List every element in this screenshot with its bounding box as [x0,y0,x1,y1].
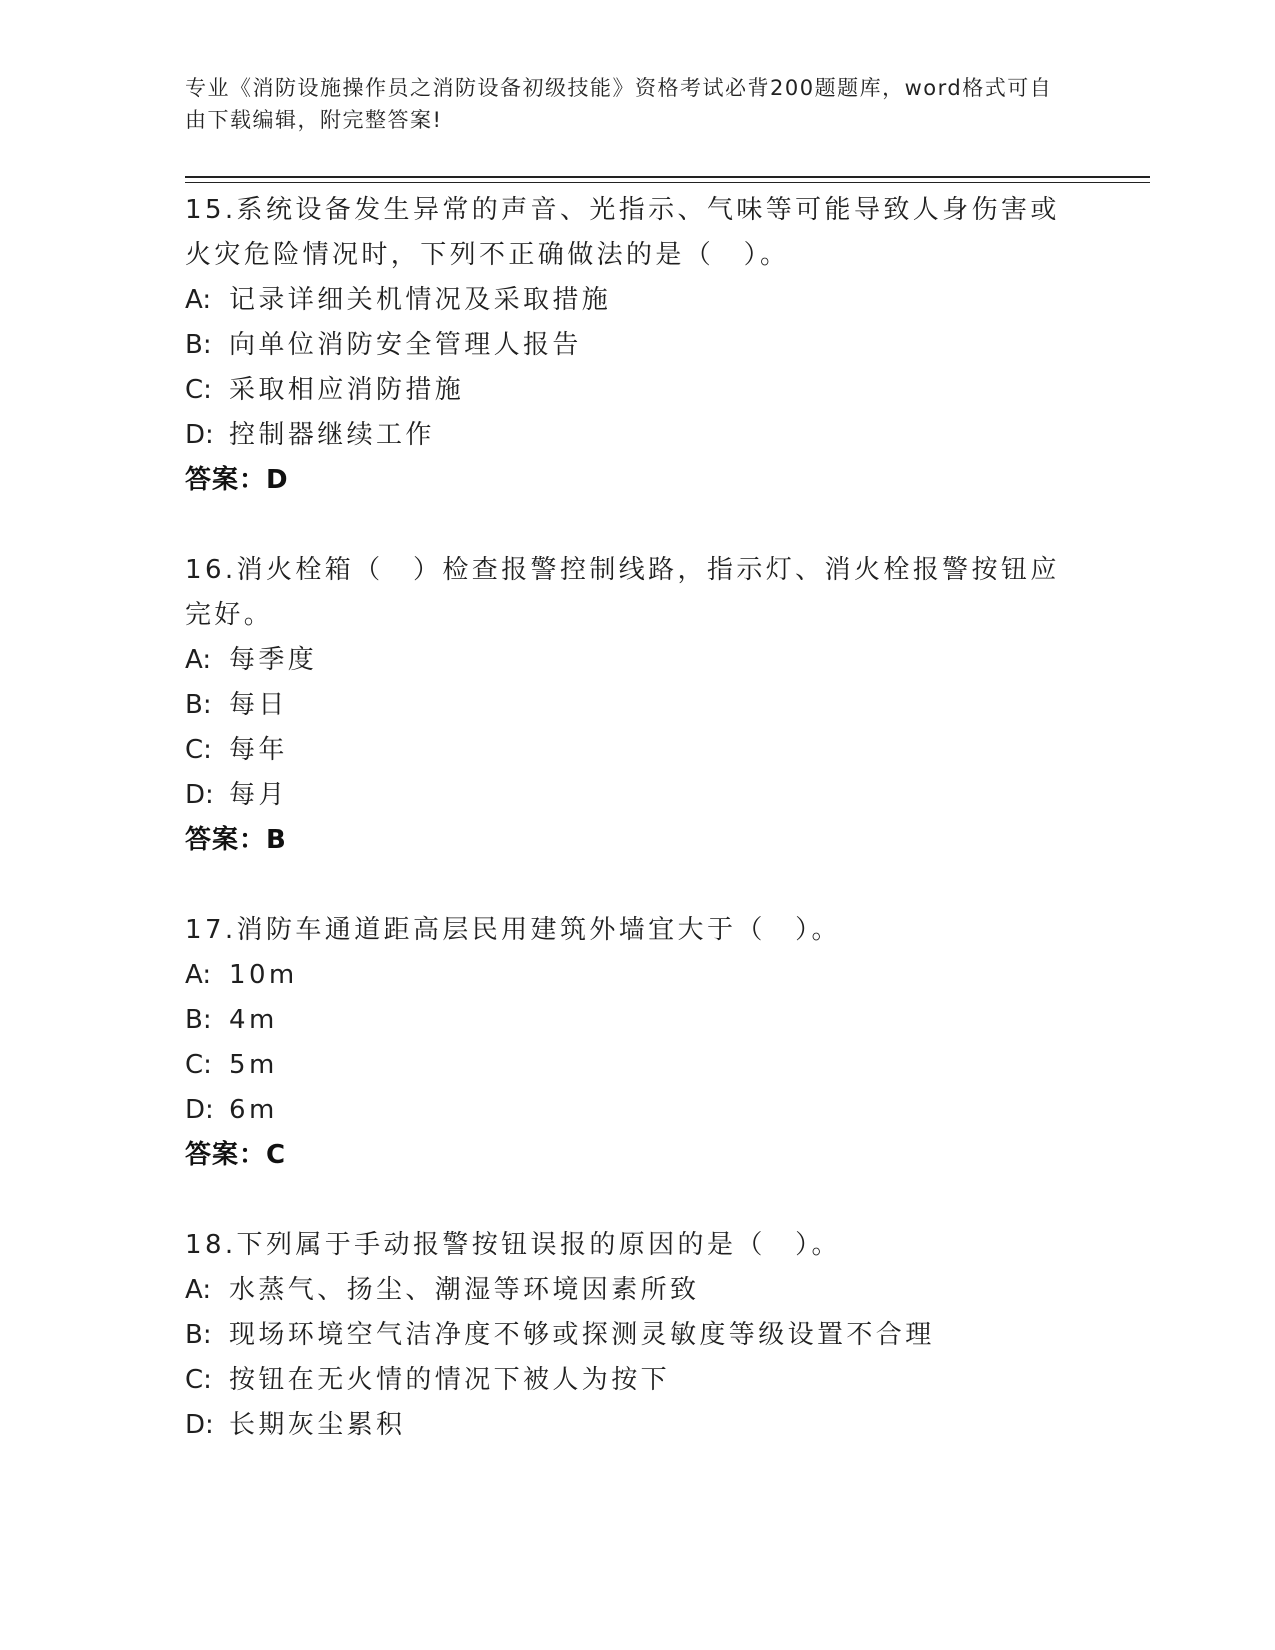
option-text: 每日 [229,690,288,720]
option-d [185,773,1085,818]
option-text: 记录详细关机情况及采取措施 [229,285,612,315]
option-text: 5m [229,1050,278,1080]
option-a [185,278,1085,323]
option-letter: C: [185,1365,212,1395]
option-text: 每季度 [229,645,318,675]
option-letter: B: [185,1320,212,1350]
question-stem: 15.系统设备发生异常的声音、光指示、气味等可能导致人身伤害或火灾危险情况时，下列不正确做法的是（ ）。 [185,195,1060,270]
option-letter: D: [185,780,214,810]
option-letter: A: [185,645,212,675]
option-letter: C: [185,735,212,765]
option-text: 10m [229,960,298,990]
answer-line: 答案：C [185,1140,287,1170]
answer-line: 答案：D [185,465,289,495]
option-letter: B: [185,690,212,720]
option-letter: A: [185,1275,212,1305]
answer-line: 答案：B [185,825,287,855]
option-text: 4m [229,1005,278,1035]
question-17 [185,908,1085,1178]
option-letter: C: [185,375,212,405]
question-list [185,188,1085,1493]
option-text: 6m [229,1095,278,1125]
option-b [185,1313,1085,1358]
option-letter: B: [185,330,212,360]
option-b [185,998,1085,1043]
option-c [185,728,1085,773]
option-letter: D: [185,1410,214,1440]
option-text: 向单位消防安全管理人报告 [229,330,582,360]
option-text: 控制器继续工作 [229,420,435,450]
option-letter: B: [185,1005,212,1035]
header-divider-thick [185,176,1150,178]
option-text: 长期灰尘累积 [229,1410,406,1440]
option-text: 每月 [229,780,288,810]
question-16 [185,548,1085,863]
option-letter: A: [185,285,212,315]
option-a [185,953,1085,998]
question-stem: 17.消防车通道距高层民用建筑外墙宜大于（ ）。 [185,915,841,945]
option-b [185,323,1085,368]
question-stem: 18.下列属于手动报警按钮误报的原因的是（ ）。 [185,1230,841,1260]
option-d [185,1088,1085,1133]
option-text: 按钮在无火情的情况下被人为按下 [229,1365,671,1395]
option-b [185,683,1085,728]
option-text: 每年 [229,735,288,765]
question-15 [185,188,1085,503]
header-divider-thin [185,182,1150,183]
option-d [185,1403,1085,1448]
option-text: 采取相应消防措施 [229,375,465,405]
option-a [185,1268,1085,1313]
document-header: 专业《消防设施操作员之消防设备初级技能》资格考试必背200题题库，word格式可自由下载编辑，附完整答案! [185,76,1053,132]
option-a [185,638,1085,683]
option-letter: D: [185,1095,214,1125]
option-letter: D: [185,420,214,450]
option-d [185,413,1085,458]
option-letter: C: [185,1050,212,1080]
option-c [185,368,1085,413]
option-text: 现场环境空气洁净度不够或探测灵敏度等级设置不合理 [229,1320,935,1350]
option-c [185,1043,1085,1088]
option-c [185,1358,1085,1403]
option-letter: A: [185,960,212,990]
question-stem: 16.消火栓箱（ ）检查报警控制线路，指示灯、消火栓报警按钮应完好。 [185,555,1060,630]
question-18 [185,1223,1085,1448]
option-text: 水蒸气、扬尘、潮湿等环境因素所致 [229,1275,700,1305]
